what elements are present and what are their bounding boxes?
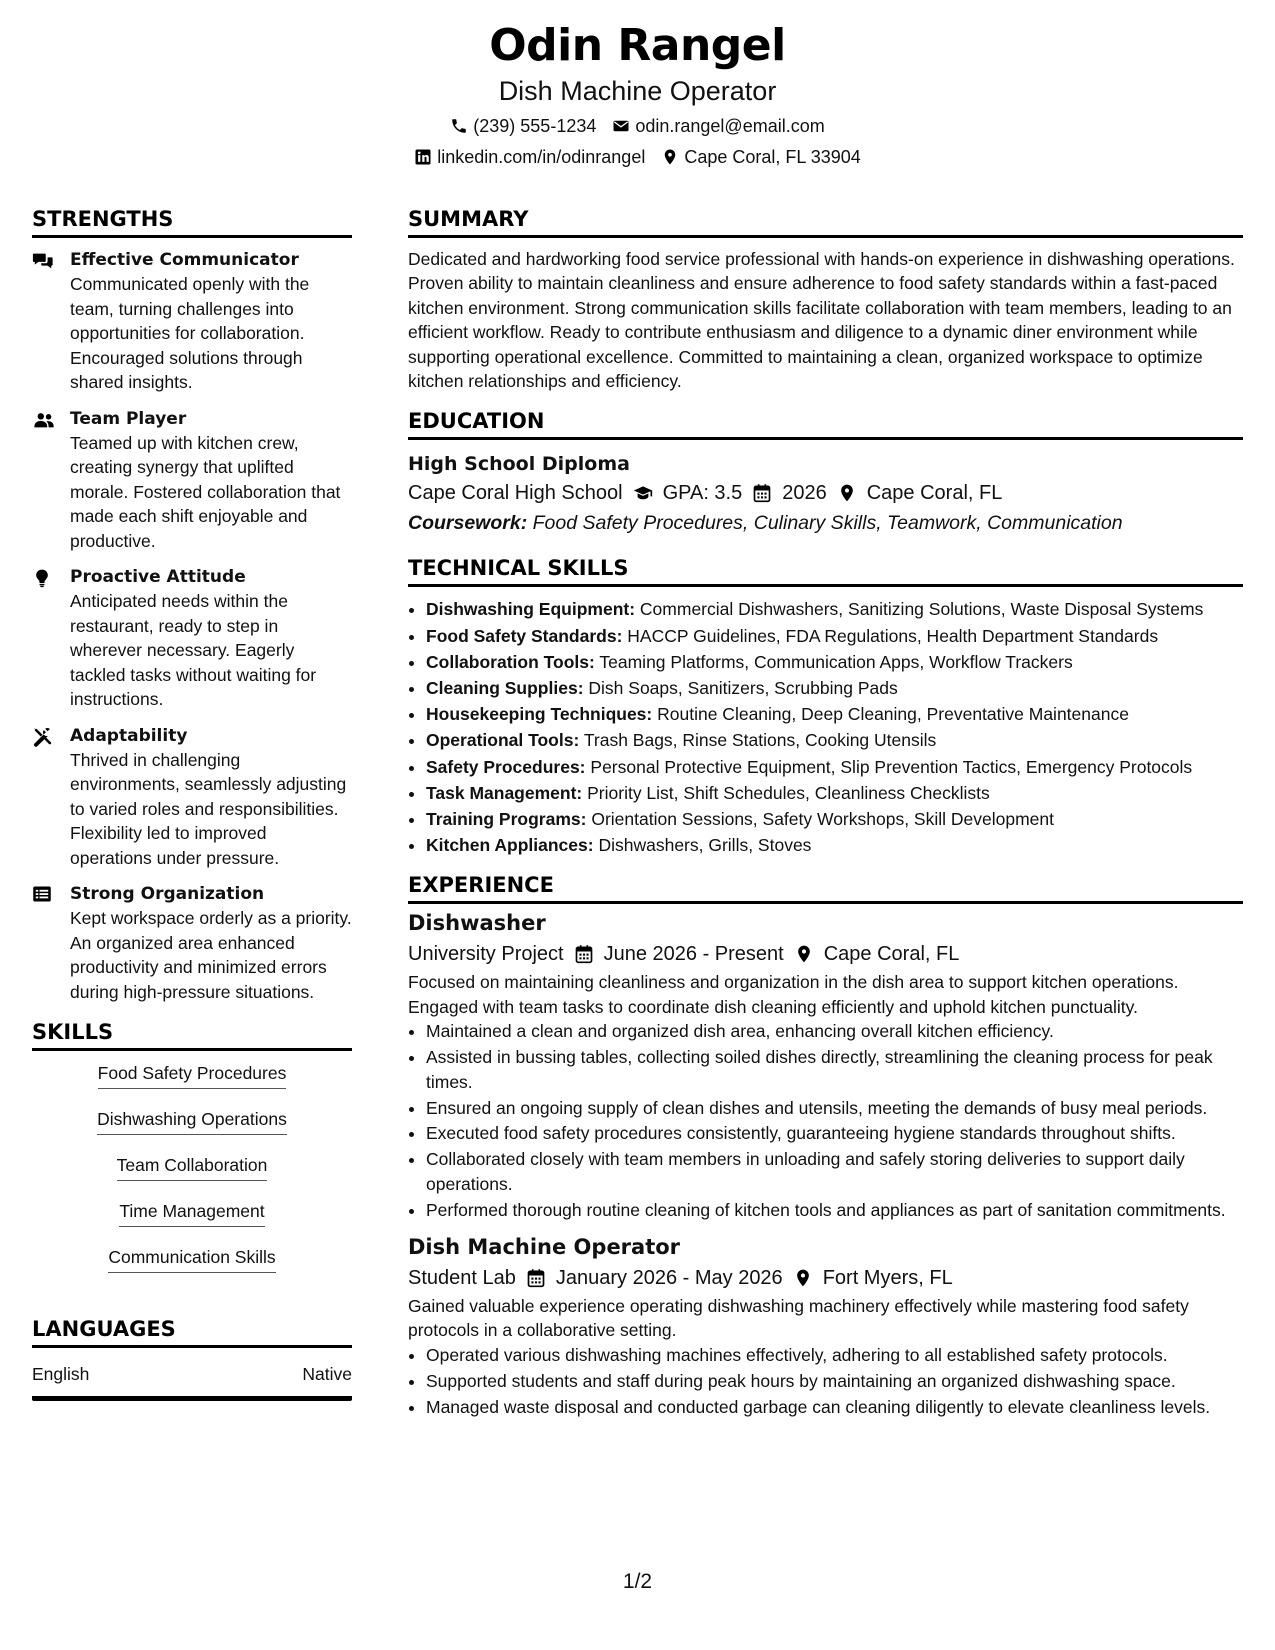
tech-skill-item [426,702,1243,726]
job-title: Dishwasher [408,911,546,936]
language-name: English [32,1364,90,1384]
chat-bubbles-icon [32,250,54,272]
language-row [32,1362,352,1401]
strength-item [32,565,352,712]
job-title: Dish Machine Operator [408,1235,681,1260]
skills-heading: SKILLS [32,1018,352,1051]
job-meta [408,938,1243,970]
technical-skills-heading: TECHNICAL SKILLS [408,554,1243,587]
languages-heading: LANGUAGES [32,1315,352,1348]
contact-row-1 [0,114,1275,138]
tech-skill-item [426,833,1243,857]
map-pin-icon [837,483,857,503]
strengths-list [32,248,352,1004]
job-bullet: • Managed waste disposal and conducted garbage can cleaning diligently to elevate cleanliness levels. [426,1395,1243,1419]
tech-skill-label: Collaboration Tools: [426,651,595,672]
linkedin-text[interactable]: linkedin.com/in/odinrangel [437,147,646,167]
candidate-title: Dish Machine Operator [498,76,777,106]
tech-skill-item [426,624,1243,648]
strength-desc: Anticipated needs within the restaurant, ready to step in wherever necessary. Eagerly tackled tasks without waiting for instructions. [70,591,317,709]
tech-skill-label: Training Programs: [426,809,587,830]
envelope-icon [612,117,630,135]
job-bullet: • Supported students and staff during peak hours by maintaining an organized dishwashing space. [426,1369,1243,1393]
strength-desc: Thrived in challenging environments, seamlessly adjusting to varied roles and responsibilities. Flexibility led to improved operations under pressure. [70,749,347,868]
job-summary: Gained valuable experience operating dishwashing machinery effectively while mastering food safety protocols in a collaborative setting. [408,1296,1189,1341]
tech-skill-item [426,755,1243,779]
tech-skill-value: Dishwashers, Grills, Stoves [598,835,812,856]
summary-text: Dedicated and hardworking food service professional with hands-on experience in dishwashing operations. Proven ability to maintain cleanliness and ensure adherence to food safety standards within a fast-paced kitchen environment. Strong communication skills facilitate collaboration with team members, leading to an efficient workflow. Ready to contribute enthusiasm and diligence to a dynamic diner environment while supporting operational excellence. Committed to maintaining a clean, organized workspace to optimize kitchen relationships and efficiency. [408,249,1235,392]
strength-name: Adaptability [70,725,188,746]
education-year: 2026 [782,482,827,505]
tech-skill-value: Personal Protective Equipment, Slip Prevention Tactics, Emergency Protocols [590,756,1193,777]
tech-skill-label: Kitchen Appliances: [426,835,594,856]
strengths-heading: STRENGTHS [32,205,352,238]
job-org: Student Lab [408,1267,516,1290]
tech-skill-value: Routine Cleaning, Deep Cleaning, Preventative Maintenance [657,704,1129,725]
tech-skill-value: Orientation Sessions, Safety Workshops, Skill Development [591,809,1054,830]
tech-skill-label: Housekeeping Techniques: [426,704,653,725]
job-dates: June 2026 - Present [603,943,784,966]
strength-item [32,407,352,554]
tools-icon [32,726,53,747]
calendar-icon [526,1268,546,1288]
job-meta [408,1262,1243,1294]
education-location: Cape Coral, FL [866,482,1003,505]
strength-name: Team Player [70,408,187,429]
education-heading: EDUCATION [408,407,1243,440]
job-bullet: • Ensured an ongoing supply of clean dishes and utensils, meeting the demands of busy meal periods. [426,1096,1243,1120]
map-pin-icon [661,148,679,166]
phone-text: (239) 555-1234 [473,116,597,136]
job-bullet: • Executed food safety procedures consistently, guaranteeing hygiene standards throughout shifts. [426,1121,1243,1145]
contact-row-2 [0,145,1275,169]
tech-skill-value: Trash Bags, Rinse Stations, Cooking Utensils [583,730,937,751]
phone-contact [450,114,596,138]
tech-skill-value: Commercial Dishwashers, Sanitizing Solutions, Waste Disposal Systems [639,599,1204,620]
calendar-icon [574,944,594,964]
right-column [408,205,1243,1421]
candidate-name: Odin Rangel [489,20,786,71]
coursework-line [408,508,1243,538]
summary-heading: SUMMARY [408,205,1243,238]
strength-desc: Kept workspace orderly as a priority. An organized area enhanced productivity and minimized errors during high-pressure situations. [70,908,352,1002]
tech-skill-value: Priority List, Shift Schedules, Cleanliness Checklists [587,782,990,803]
school-name: Cape Coral High School [408,482,623,505]
job-bullet: • Collaborated closely with team members in unloading and safely storing deliveries to support daily operations. [426,1147,1243,1196]
tech-skill-item [426,676,1243,700]
tech-skill-item [426,781,1243,805]
strength-name: Proactive Attitude [70,567,246,587]
coursework-label: Coursework: [408,512,528,535]
calendar-icon [752,483,772,503]
language-level: Native [302,1364,352,1384]
tech-skill-label: Food Safety Standards: [426,625,623,646]
lightbulb-icon [32,567,52,589]
strength-name: Effective Communicator [70,250,299,270]
job-bullet: • Performed thorough routine cleaning of kitchen tools and appliances as part of sanitation commitments. [426,1198,1243,1222]
tech-skill-item [426,650,1243,674]
job-dates: January 2026 - May 2026 [555,1267,783,1290]
users-icon [32,409,56,431]
education-meta [408,478,1243,508]
degree-name: High School Diploma [408,453,630,476]
tech-skill-item [426,807,1243,831]
tech-skill-item [426,597,1243,621]
job-bullet: • Maintained a clean and organized dish area, enhancing overall kitchen efficiency. [426,1019,1243,1043]
job-location: Fort Myers, FL [822,1267,953,1290]
gpa-text: GPA: 3.5 [662,482,743,505]
job-org: University Project [408,943,564,966]
job-entry [408,908,1243,1222]
tech-skill-value: HACCP Guidelines, FDA Regulations, Health Department Standards [627,625,1159,646]
tech-skill-item [426,728,1243,752]
strength-item [32,724,352,871]
email-contact[interactable] [612,114,824,138]
strength-name: Strong Organization [70,884,265,904]
job-location: Cape Coral, FL [823,943,960,966]
page-number: 1/2 [622,1570,653,1593]
skill-tag: Communication Skills [108,1245,275,1273]
strength-item [32,248,352,395]
job-entry [408,1232,1243,1419]
graduation-cap-icon [633,483,653,503]
tech-skill-label: Safety Procedures: [426,756,586,777]
strength-item [32,882,352,1004]
tech-skill-label: Operational Tools: [426,730,580,751]
resume-header [0,18,1275,169]
skill-tag: Dishwashing Operations [97,1107,287,1135]
list-alt-icon [32,884,52,904]
tech-skill-label: Task Management: [426,782,583,803]
strength-desc: Communicated openly with the team, turning challenges into opportunities for collaboration. Encouraged solutions through shared insights. [70,274,310,392]
tech-skill-label: Cleaning Supplies: [426,678,584,699]
skills-list [32,1061,352,1291]
strength-desc: Teamed up with kitchen crew, creating synergy that uplifted morale. Fostered collaboration that made each shift enjoyable and productive. [70,432,341,551]
job-summary: Focused on maintaining cleanliness and organization in the dish area to support kitchen operations. Engaged with team tasks to coordinate dish cleaning efficiently and uphold kitchen punctuality. [408,972,1179,1017]
technical-skills-list [408,597,1243,857]
job-bullet: • Operated various dishwashing machines effectively, adhering to all established safety protocols. [426,1343,1243,1367]
skill-tag: Food Safety Procedures [98,1061,287,1089]
skill-tag: Team Collaboration [117,1153,268,1181]
job-bullet: • Assisted in bussing tables, collecting soiled dishes directly, streamlining the cleaning process for peak times. [426,1045,1243,1094]
location-contact [661,145,860,169]
map-pin-icon [794,944,814,964]
location-text: Cape Coral, FL 33904 [684,147,861,167]
skill-tag: Time Management [119,1199,264,1227]
tech-skill-value: Teaming Platforms, Communication Apps, Workflow Trackers [599,651,1073,672]
linkedin-icon [414,148,432,166]
job-bullets [408,1343,1243,1419]
map-pin-icon [793,1268,813,1288]
left-column [32,205,352,1401]
tech-skill-value: Dish Soaps, Sanitizers, Scrubbing Pads [588,678,898,699]
email-text[interactable]: odin.rangel@email.com [635,116,825,136]
phone-icon [450,117,468,135]
experience-heading: EXPERIENCE [408,871,1243,904]
job-bullets [408,1019,1243,1222]
tech-skill-label: Dishwashing Equipment: [426,599,636,620]
linkedin-contact[interactable] [414,145,645,169]
coursework-list: Food Safety Procedures, Culinary Skills, Teamwork, Communication [532,512,1123,535]
